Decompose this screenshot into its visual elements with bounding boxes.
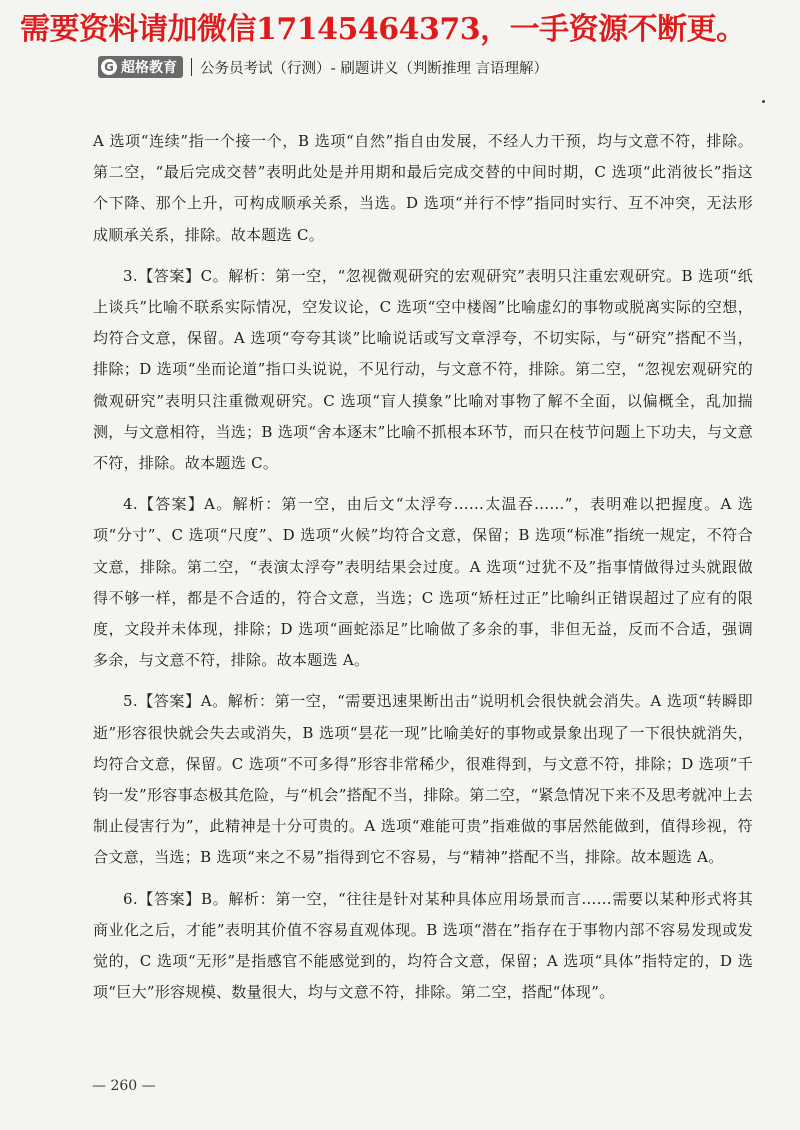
paragraph-q4: 4.【答案】A。解析：第一空，由后文“太浮夸……太温吞……”，表明难以把握度。A 选项“分寸”、C 选项“尺度”、D 选项“火候”均符合文意，保留；B 选项“标准”指统一规定，不符合文意，排除。第二空，“表演太浮夸”表明结果会过度。A 选项“过犹不及”指事情做得过头就跟做得不够一样，都是不合适的，符合文意，当选；C 选项“矫枉过正”比喻纠正错误超过了应有的限度，文段并未体现，排除；D 选项“画蛇添足”比喻做了多余的事，非但无益，反而不合适，强调多余，与文意不符，排除。故本题选 A。 [93,495,753,670]
scan-dot [762,100,765,103]
page-number: — 260 — [92,1078,156,1094]
page-body [93,126,753,1018]
publisher-logo [98,56,183,78]
page-header [98,54,548,80]
paragraph-q6: 6.【答案】B。解析：第一空，“往往是针对某种具体应用场景而言……需要以某种形式将其商业化之后，才能”表明其价值不容易直观体现。B 选项“潜在”指存在于事物内部不容易发现或发觉的，C 选项“无形”是指感官不能感觉到的，均符合文意，保留；A 选项“具体”指特定的，D 选项“巨大”形容规模、数量很大，均与文意不符，排除。第二空，搭配“体现”。 [93,889,753,1002]
paragraph-continued: A 选项“连续”指一个接一个，B 选项“自然”指自由发展，不经人力干预，均与文意不符，排除。第二空，“最后完成交替”表明此处是并用期和最后完成交替的中间时期，C 选项“此消彼长”指这个下降、那个上升，可构成顺承关系，当选。D 选项“并行不悖”指同时实行、互不冲突，无法形成顺承关系，排除。故本题选 C。 [93,132,753,244]
watermark-banner: 需要资料请加微信17145464373，一手资源不断更。 [20,12,746,47]
paragraph-q3: 3.【答案】C。解析：第一空，“忽视微观研究的宏观研究”表明只注重宏观研究。B 选项“纸上谈兵”比喻不联系实际情况，空发议论，C 选项“空中楼阁”比喻虚幻的事物或脱离实际的空想，均符合文意，保留。A 选项“夸夸其谈”比喻说话或写文章浮夸，不切实际，与“研究”搭配不当，排除；D 选项“坐而论道”指口头说说，不见行动，与文意不符，排除。第二空，“忽视宏观研究的微观研究”表明只注重微观研究。C 选项“盲人摸象”比喻对事物了解不全面，以偏概全，乱加揣测，与文意相符，当选；B 选项“舍本逐末”比喻不抓根本环节，而只在枝节问题上下功夫，与文意不符，排除。故本题选 C。 [93,266,753,473]
logo-g-icon: G [101,59,117,75]
header-title: 公务员考试（行测）- 刷题讲义（判断推理 言语理解） [200,60,548,77]
logo-text: 超格教育 [121,60,177,76]
paragraph-q5: 5.【答案】A。解析：第一空，“需要迅速果断出击”说明机会很快就会消失。A 选项“转瞬即逝”形容很快就会失去或消失，B 选项“昙花一现”比喻美好的事物或景象出现了一下很快就消失，均符合文意，保留。C 选项“不可多得”形容非常稀少，很难得到，与文意不符，排除；D 选项“千钧一发”形容事态极其危险，与“机会”搭配不当，排除。第二空，“紧急情况下来不及思考就冲上去制止侵害行为”，此精神是十分可贵的。A 选项“难能可贵”指难做的事居然能做到，值得珍视，符合文意，当选；B 选项“来之不易”指得到它不容易，与“精神”搭配不当，排除。故本题选 A。 [93,692,753,867]
header-divider [191,58,192,76]
